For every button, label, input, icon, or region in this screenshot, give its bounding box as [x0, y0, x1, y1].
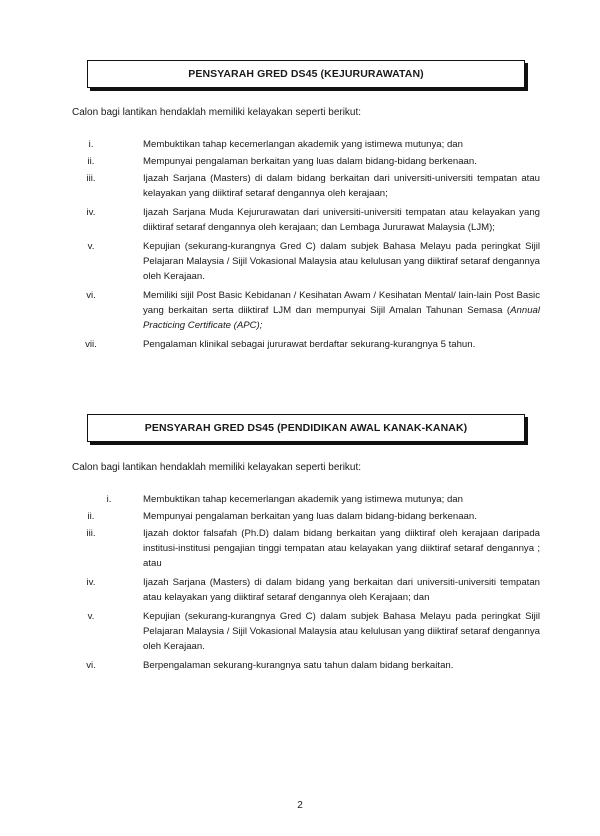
list-item	[70, 239, 540, 284]
item-text-italic: Annual Practicing Certificate (APC);	[143, 305, 540, 331]
item-number: i.	[88, 139, 94, 150]
list-item	[70, 492, 540, 507]
list-item	[70, 171, 540, 201]
list-item	[70, 154, 540, 169]
item-text	[143, 288, 540, 333]
item-number: vi.	[86, 660, 96, 671]
list-item	[70, 575, 540, 605]
item-number: vii.	[85, 339, 97, 350]
item-text: Kepujian (sekurang-kurangnya Gred C) dalam subjek Bahasa Melayu pada peringkat Sijil Pelajaran Malaysia / Sijil Vokasional Malaysia atau kelulusan yang diiktiraf setaraf dengannya oleh Kerajaan.	[143, 241, 540, 282]
item-text: Mempunyai pengalaman berkaitan yang luas dalam bidang-bidang berkenaan.	[143, 156, 477, 167]
page-number: 2	[297, 800, 303, 811]
section-title-kejururawatan: PENSYARAH GRED DS45 (KEJURURAWATAN)	[87, 60, 525, 88]
item-text: Membuktikan tahap kecemerlangan akademik yang istimewa mutunya; dan	[143, 494, 463, 505]
item-text: Ijazah Sarjana (Masters) di dalam bidang yang berkaitan dari universiti-universiti tempatan atau kelayakan yang diiktiraf setaraf dengannya oleh Kerajaan; dan	[143, 577, 540, 603]
item-text: Mempunyai pengalaman berkaitan yang luas dalam bidang-bidang berkenaan.	[143, 511, 477, 522]
item-text-main: Memiliki sijil Post Basic Kebidanan / Kesihatan Awam / Kesihatan Mental/ lain-lain Post Basic yang berkaitan serta diiktiraf LJM dan mempunyai Sijil Amalan Tahunan Semasa (	[143, 290, 540, 316]
item-text: Pengalaman klinikal sebagai jururawat berdaftar sekurang-kurangnya 5 tahun.	[143, 339, 476, 350]
item-number: ii.	[87, 156, 95, 167]
list-item	[70, 509, 540, 524]
section-intro: Calon bagi lantikan hendaklah memiliki kelayakan seperti berikut:	[72, 462, 362, 473]
item-text: Ijazah Sarjana (Masters) di dalam bidang berkaitan dari universiti-universiti tempatan atau kelayakan yang diiktiraf setaraf dengannya oleh kerajaan;	[143, 173, 540, 199]
item-number: v.	[87, 611, 95, 622]
requirements-list-kejururawatan	[70, 137, 540, 352]
item-text: Ijazah doktor falsafah (Ph.D) dalam bidang berkaitan yang diiktiraf oleh kerajaan daripada institusi-institusi pengajian tinggi tempatan atau kelayakan yang diiktiraf setaraf dengannya ; atau	[143, 528, 540, 569]
item-number: v.	[87, 241, 95, 252]
list-item	[70, 609, 540, 654]
item-number: vi.	[86, 290, 96, 301]
list-item	[70, 288, 540, 333]
section-intro: Calon bagi lantikan hendaklah memiliki kelayakan seperti berikut:	[72, 107, 362, 118]
item-text: Ijazah Sarjana Muda Kejururawatan dari universiti-universiti tempatan atau kelayakan yang diiktiraf setaraf dengannya oleh kerajaan; dan Lembaga Jururawat Malaysia (LJM);	[143, 207, 540, 233]
item-number: iii.	[86, 528, 96, 539]
item-number: iv.	[86, 207, 96, 218]
list-item	[70, 658, 540, 673]
section-title-pendidikan-awal: PENSYARAH GRED DS45 (PENDIDIKAN AWAL KANAK-KANAK)	[87, 414, 525, 442]
item-number: ii.	[87, 511, 95, 522]
list-item	[70, 526, 540, 571]
item-number: iii.	[86, 173, 96, 184]
list-item	[70, 205, 540, 235]
item-number: iv.	[86, 577, 96, 588]
list-item	[70, 137, 540, 152]
item-text: Berpengalaman sekurang-kurangnya satu tahun dalam bidang berkaitan.	[143, 660, 454, 671]
requirements-list-pendidikan-awal	[70, 492, 540, 673]
item-text: Kepujian (sekurang-kurangnya Gred C) dalam subjek Bahasa Melayu pada peringkat Sijil Pelajaran Malaysia / Sijil Vokasional Malaysia atau kelulusan yang diiktiraf setaraf dengannya oleh Kerajaan.	[143, 611, 540, 652]
list-item	[70, 337, 540, 352]
item-text: Membuktikan tahap kecemerlangan akademik yang istimewa mutunya; dan	[143, 139, 463, 150]
item-number: i.	[106, 494, 112, 505]
